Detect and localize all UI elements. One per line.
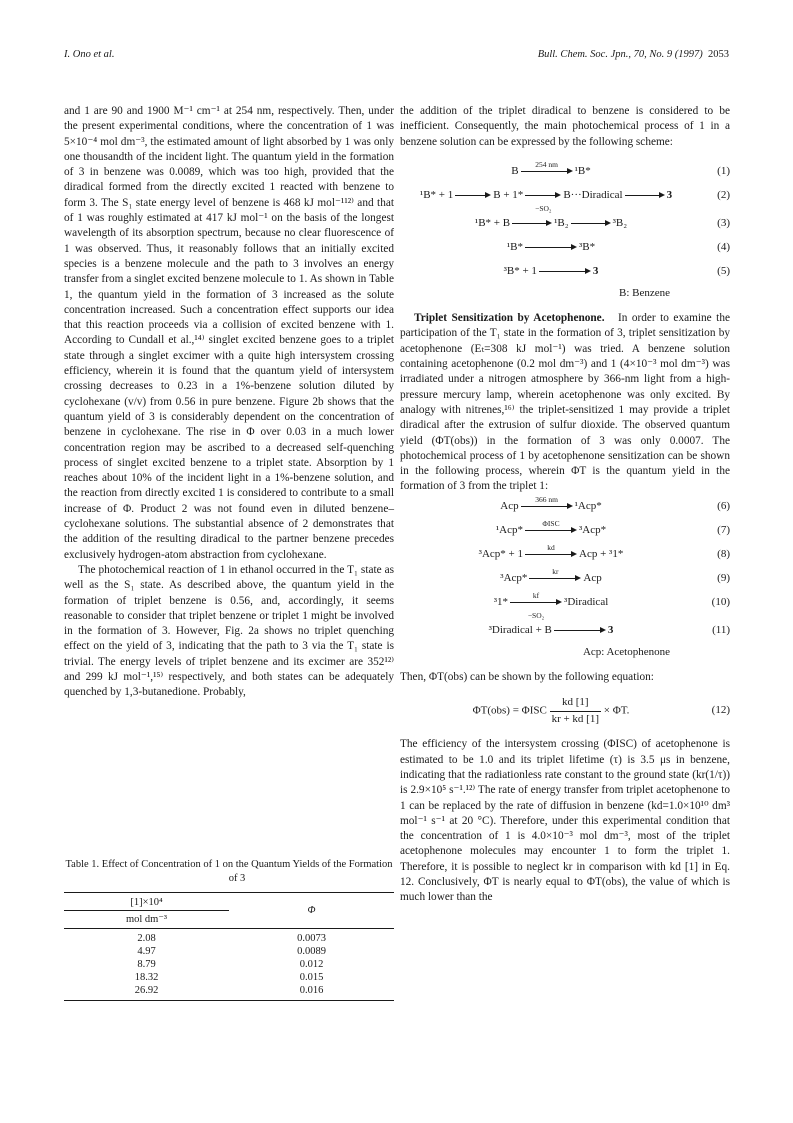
running-header-right [538,49,729,60]
col-header-top: [1]×10⁴ [130,897,163,908]
equation-6: Acp 366 nm ¹Acp* (6) [500,495,730,512]
cell-phi: 0.0089 [297,946,326,957]
paragraph: The efficiency of the intersystem crossing (ΦISC) of acetophenone is estimated to be 1.0 and its triplet lifetime (τ) is 3.5 μs in benzene, indicating that the radiationless rate constant to the ground state (kr(1/τ)) is 2.9×10⁵ s⁻¹.¹²⁾ The rate of energy transfer from triplet acetophenone to 1 can be replaced by the rate of diffusion in benzene (kd=1.0×10¹⁰ dm³ mol⁻¹ s⁻¹ at 20 °C). Therefore, under this experimental condition that the concentration of 1 is 4.0×10⁻³ mol dm⁻³, most of the triplet acetophenone molecules may encounter 1 to form the triplet 1. Therefore, it is possible to neglect kr in comparison with kd [1] in Eq. 12. Conclusively, ΦT is nearly equal to ΦT(obs), the value of which is much lower than the [400,738,730,904]
right-column [400,104,730,906]
cell-concentration: 26.92 [134,985,159,996]
equation-9: ³Acp* kr Acp (9) [500,567,730,584]
scheme-legend: B: Benzene [618,286,670,299]
cell-phi: 0.0073 [297,933,326,944]
equation-12: ΦT(obs) = ΦISC $\frac{kd [1]}{kr + kd [1]}$ × ΦT. (12) [472,696,730,725]
cell-phi: 0.015 [299,972,324,983]
cell-phi: 0.016 [299,985,324,996]
data-table [64,892,394,1001]
running-header-left: I. Ono et al. [64,49,115,60]
col-header-unit: mol dm⁻³ [64,911,229,929]
paragraph: Triplet Sensitization by Acetophenone. In order to examine the participation of the T₁ state in the formation of 3, triplet sensitization by acetophenone (Eₜ=308 kJ mol⁻¹) was tried. A benzene solution containing acetophenone (0.2 mol dm⁻³) and 1 (4×10⁻³ mol dm⁻³) was irradiated under a nitrogen atmosphere by 366-nm light from a high-pressure mercury lamp, wherein acetophenone was only excited. By analogy with nitrenes,¹⁶⁾ the triplet-sensitized 1 may provide a triplet diradical after the extrusion of sulfur dioxide. The observed quantum yield (ΦT(obs)) in the formation of 3 was only 0.0007. The photochemical process of 1 by acetophenone sensitization can be shown in the following process, wherein ΦT is the quantum yield in the formation of 3 from the triplet 1: [400,312,730,493]
paragraph: Then, ΦT(obs) can be shown by the following equation: [400,671,654,684]
table-caption: Table 1. Effect of Concentration of 1 on the Quantum Yields of the Formation of 3 [65,859,393,884]
table-1 [64,858,394,1001]
cell-concentration: 2.08 [137,933,156,944]
left-column [64,104,394,701]
paragraph: and 1 are 90 and 1900 M⁻¹ cm⁻¹ at 254 nm, respectively. Then, under the present experimental conditions, where the concentration of 1 was 5×10⁻⁴ mol dm⁻³, the estimated amount of light absorbed by 1 was only one thousandth of the incident light. The quantum yield in the formation of 3 in benzene was 0.0089, which was too high, provided that the diradical formed from the directly excited 1 reacted with benzene to form 3. The S₁ state energy level of benzene is 468 kJ mol⁻¹¹²⁾ and that of 1 was roughly estimated at 417 kJ mol⁻¹ on the basis of the longest wavelength of its absorption spectrum, because no clear fluorescence of 1 was observed. Thus, it reasonably follows that an initially excited species is a benzene molecule and the path to 3 involves an energy transfer from a singlet excited benzene molecule to 1. As shown in Table 1, the quantum yield in the formation of 3 increased as the solute concentration increased. Such a concentration effect supports our idea that this reaction proceeds via a collision of excited benzene with 1. According to Cundall et al.,¹⁴⁾ singlet excited benzene goes to a triplet state through a singlet excimer with a quite high intersystem crossing efficiency, wherein it is found that the quantum yield of intersystem crossing decreases to 0.23 in a 1%-benzene solution diluted by cyclohexane (v/v) from 0.56 in pure benzene. Figure 2b shows that the quantum yield of 3 is considerably dependent on the concentration of benzene in cyclohexane. The rise in Φ over 0.03 in a much lower concentration region may be ascribed to a decreased self-quenching process of singlet excited benzene to a triplet state. Absorption by 1 reaches about 10% of the incident light in a 1%-benzene solution, and the reaction from directly excited 1 is considered to contribute to a small increase of Φ. Product 2 was not found even in diluted benzene–cyclohexane solutions. The substantial absence of 2 demonstrates that the addition of the resulting diradical to the partner benzene precedes exclusively hydrogen-atom abstraction from cyclohexane. [64,105,394,561]
equation-2: ¹B* + 1 B + 1* −SO₂ B···Diradical 3 (2) [419,188,730,214]
table-row [64,929,394,946]
equation-3: ¹B* + B ¹B₂ ³B₂ (3) [474,216,730,229]
section-heading: Triplet Sensitization by Acetophenone. [414,312,605,325]
col-header-concentration [64,893,229,911]
page-number: 2053 [708,49,729,60]
equation-11: ³Diradical + B 3 (11) [488,623,730,636]
equation-8: ³Acp* + 1 kd Acp + ³1* (8) [478,543,730,560]
cell-phi: 0.012 [299,959,324,970]
equation-5: ³B* + 1 3 (5) [503,264,730,277]
table-body [64,929,394,1001]
equation-10: ³1* kf −SO₂ ³Diradical (10) [493,591,730,621]
table-row [64,945,394,958]
equation-7: ¹Acp* ΦISC ³Acp* (7) [495,519,730,536]
scheme-legend: Acp: Acetophenone [582,645,670,658]
cell-concentration: 4.97 [137,946,156,957]
equation-4: ¹B* ³B* (4) [506,240,730,253]
paragraph: the addition of the triplet diradical to benzene is considered to be inefficient. Consequently, the main photochemical process of 1 in a benzene solution can be expressed by the following scheme: [400,105,730,148]
journal-citation: Bull. Chem. Soc. Jpn., 70, No. 9 (1997) [537,49,703,60]
cell-concentration: 18.32 [134,972,159,983]
table-row [64,971,394,984]
paragraph: The photochemical reaction of 1 in ethanol occurred in the T₁ state as well as the S₁ state. As described above, the quantum yield in the formation of triplet benzene is 0.56, and, accordingly, it seems reasonable to consider that triplet benzene or triplet 1 might be involved in the formation of 3. However, Fig. 2a shows no triplet quenching effect on the yield of 3, indicating that the path to 3 via the T₁ state is trivial. The energy levels of triplet benzene and its excimer are 352¹²⁾ and 299 kJ mol⁻¹,¹⁵⁾ respectively, and both states can be adequately quenched by 1,3-butanedione. Probably, [64,563,394,699]
table-row [64,958,394,971]
col-header-phi: Φ [307,905,316,916]
table-row [64,984,394,1001]
equation-1: B 254 nm ¹B* (1) [511,160,730,177]
cell-concentration: 8.79 [137,959,156,970]
